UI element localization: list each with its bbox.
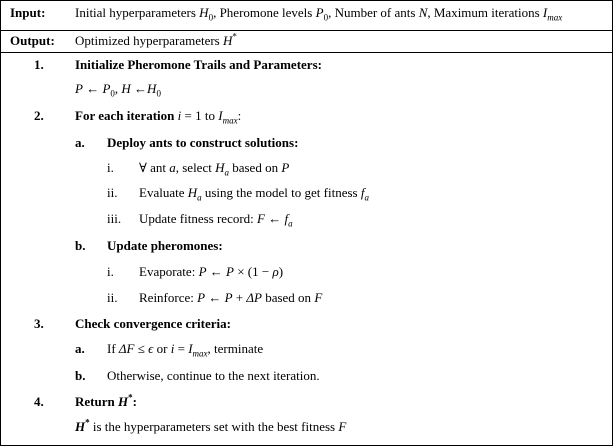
input-label: Input: — [10, 5, 46, 20]
header-divider-bottom — [0, 52, 613, 53]
step2a-ii-number: ii. — [107, 185, 118, 200]
step3b-number: b. — [75, 368, 86, 383]
step3a-text: If ΔF ≤ ϵ or $i = I_{max}$, terminate — [107, 341, 264, 359]
step1-formula: P ← $P_0$, H $\leftarrow H_0$ — [75, 81, 161, 99]
header-divider-top — [0, 30, 613, 31]
step3-title: Check convergence criteria: — [75, 316, 231, 331]
output-label: Output: — [10, 33, 55, 48]
step2b-ii-number: ii. — [107, 290, 118, 305]
step2a-title: Deploy ants to construct solutions: — [107, 135, 299, 150]
step2a-ii-text: Evaluate $H_a$ using the model to get fitness $f_a$ — [139, 185, 369, 203]
step3a-number: a. — [75, 341, 85, 356]
step2b-number: b. — [75, 238, 86, 253]
step2-title: For each iteration i = 1 to $I_{max}$: — [75, 108, 242, 126]
step1-title: Initialize Pheromone Trails and Parameters: — [75, 57, 322, 72]
step2a-i-number: i. — [107, 160, 114, 175]
step2-number: 2. — [34, 108, 44, 123]
output-text: Optimized hyperparameters H* — [75, 31, 237, 48]
step4-title: Return H*: — [75, 392, 137, 409]
input-text: Initial hyperparameters $H_0$, Pheromone levels $P_0$, Number of ants N, Maximum iterations $I_{max}$ — [75, 5, 563, 23]
step3-number: 3. — [34, 316, 44, 331]
step2a-i-text: ∀ ant a, select $H_a$ based on P — [139, 160, 290, 178]
step4-text: H* is the hyperparameters set with the best fitness F — [75, 417, 347, 434]
step2a-number: a. — [75, 135, 85, 150]
step4-number: 4. — [34, 394, 44, 409]
step2a-iii-number: iii. — [107, 211, 122, 226]
step2a-iii-text: Update fitness record: F ← $f_a$ — [139, 211, 293, 229]
step2b-i-text: Evaporate: P ← P × (1 − ρ) — [139, 264, 284, 279]
step2b-ii-text: Reinforce: P ← P + ΔP based on F — [139, 290, 323, 305]
step2b-title: Update pheromones: — [107, 238, 223, 253]
step2b-i-number: i. — [107, 264, 114, 279]
step1-number: 1. — [34, 57, 44, 72]
step3b-text: Otherwise, continue to the next iteration. — [107, 368, 320, 383]
